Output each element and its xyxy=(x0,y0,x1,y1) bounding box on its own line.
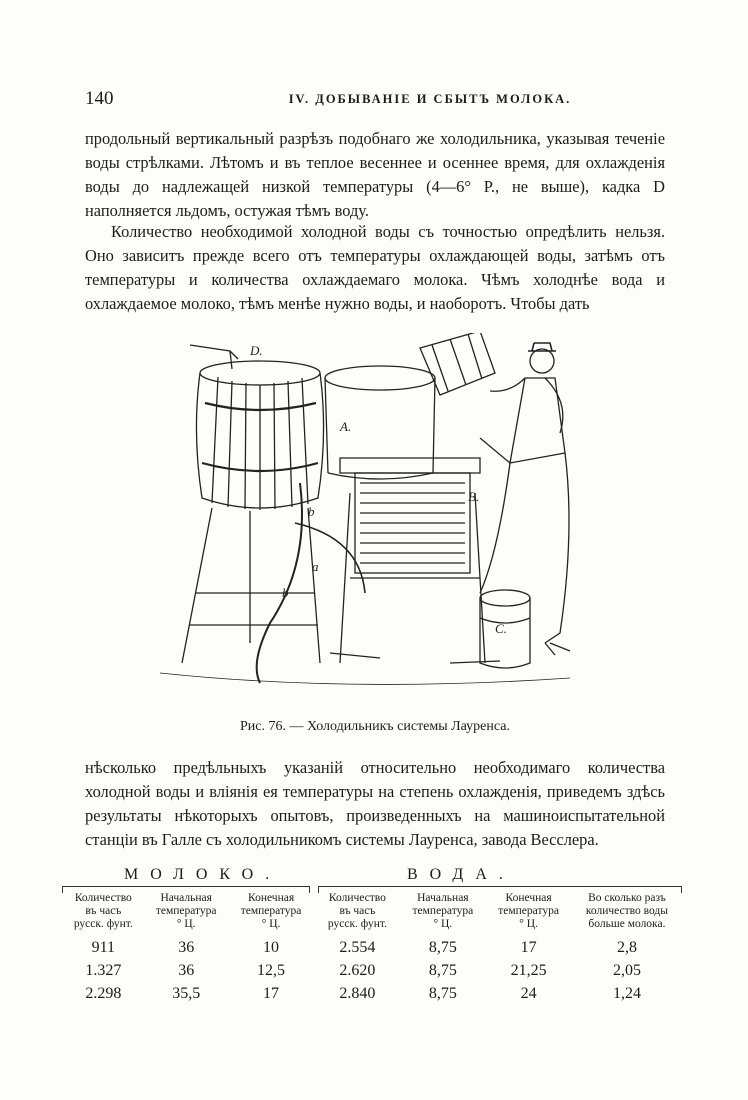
table-cell: 2,05 xyxy=(612,961,641,979)
chapter-title: IV. ДОБЫВАНІЕ И СБЫТЪ МОЛОКА. xyxy=(288,92,572,106)
results-table-section xyxy=(62,866,682,1005)
table-cell: 8,75 xyxy=(428,938,457,956)
table-cell: 8,75 xyxy=(428,984,457,1002)
column-header: Начальная температура ° Ц. xyxy=(155,892,217,930)
table-row xyxy=(62,936,682,959)
paragraph-experiments: нѣсколько предѣльныхъ указаній относительно необходимаго количества холодной воды и вліянія ея температуры на степень охлажденія, приведемъ здѣсь результаты нѣкоторыхъ опытовъ, произведенныхъ на машиноиспытательной станціи въ Галле съ холодильникомъ системы Лауренса, завода Весслера. xyxy=(85,758,665,849)
group-label-water: ВОДА. xyxy=(407,866,515,883)
label-a: a xyxy=(312,559,319,574)
paragraph-water-quantity xyxy=(85,220,665,316)
table-cell: 1,24 xyxy=(612,984,641,1002)
label-C: C. xyxy=(495,621,507,636)
table-cell: 12,5 xyxy=(257,961,286,979)
results-table xyxy=(62,892,682,1005)
table-group-header xyxy=(62,866,682,890)
column-header: Начальная температура ° Ц. xyxy=(412,892,474,930)
table-row xyxy=(62,959,682,982)
paragraph-text: Количество необходимой холодной воды съ точностью опредѣлить нельзя. Оно зависитъ прежде всего отъ температуры охлаждающей воды, затѣмъ отъ температуры и количества охлаждаемаго молока. Чѣмъ холоднѣе вода и охлаждаемое молоко, тѣмъ менѣе нужно воды, и наоборотъ. Чтобы дать xyxy=(85,222,665,313)
group-bracket-water xyxy=(318,886,682,893)
table-cell: 36 xyxy=(178,961,195,979)
group-label-milk: МОЛОКО. xyxy=(124,866,282,883)
running-head xyxy=(85,88,665,114)
table-cell: 10 xyxy=(263,938,280,956)
group-bracket-milk xyxy=(62,886,310,893)
table-cell: 36 xyxy=(178,938,195,956)
column-header: Количество въ часъ русск. фунт. xyxy=(73,892,133,930)
figure-laurence-cooler xyxy=(150,333,580,698)
column-header: Количество въ часъ русск. фунт. xyxy=(327,892,387,930)
table-cell: 35,5 xyxy=(172,984,201,1002)
table-cell: 21,25 xyxy=(510,961,547,979)
table-cell: 2.840 xyxy=(339,984,376,1002)
table-cell: 2.298 xyxy=(85,984,122,1002)
table-cell: 17 xyxy=(263,984,280,1002)
label-b-upper: b xyxy=(308,504,315,519)
paragraph-intro: продольный вертикальный разрѣзъ подобнаго же холодильника, указывая теченіе воды стрѣлками. Лѣтомъ и въ теплое весеннее и осеннее время, для охлажденія воды до надлежащей низкой температуры (4—6° Р., не выше), кадка D наполняется льдомъ, остужая тѣмъ воду. xyxy=(85,129,665,220)
table-cell: 2.620 xyxy=(339,961,376,979)
label-b-lower: b xyxy=(282,585,289,600)
column-header: Конечная температура ° Ц. xyxy=(240,892,302,930)
table-cell: 1.327 xyxy=(85,961,122,979)
label-B: B. xyxy=(468,489,480,504)
table-row xyxy=(62,982,682,1005)
table-cell: 2,8 xyxy=(616,938,637,956)
column-header: Во сколько разъ количество воды больше молока. xyxy=(585,892,668,930)
figure-caption: Рис. 76. — Холодильникъ системы Лауренса. xyxy=(240,719,510,734)
table-cell: 24 xyxy=(520,984,537,1002)
table-cell: 911 xyxy=(91,938,116,956)
table-cell: 17 xyxy=(520,938,537,956)
table-cell: 2.554 xyxy=(339,938,376,956)
column-header: Конечная температура ° Ц. xyxy=(498,892,559,930)
table-cell: 8,75 xyxy=(428,961,457,979)
label-A: A. xyxy=(340,419,352,434)
cooler-illustration xyxy=(150,333,580,698)
label-D: D. xyxy=(250,343,263,358)
table-header-row xyxy=(62,892,682,936)
page-number: 140 xyxy=(85,88,114,109)
